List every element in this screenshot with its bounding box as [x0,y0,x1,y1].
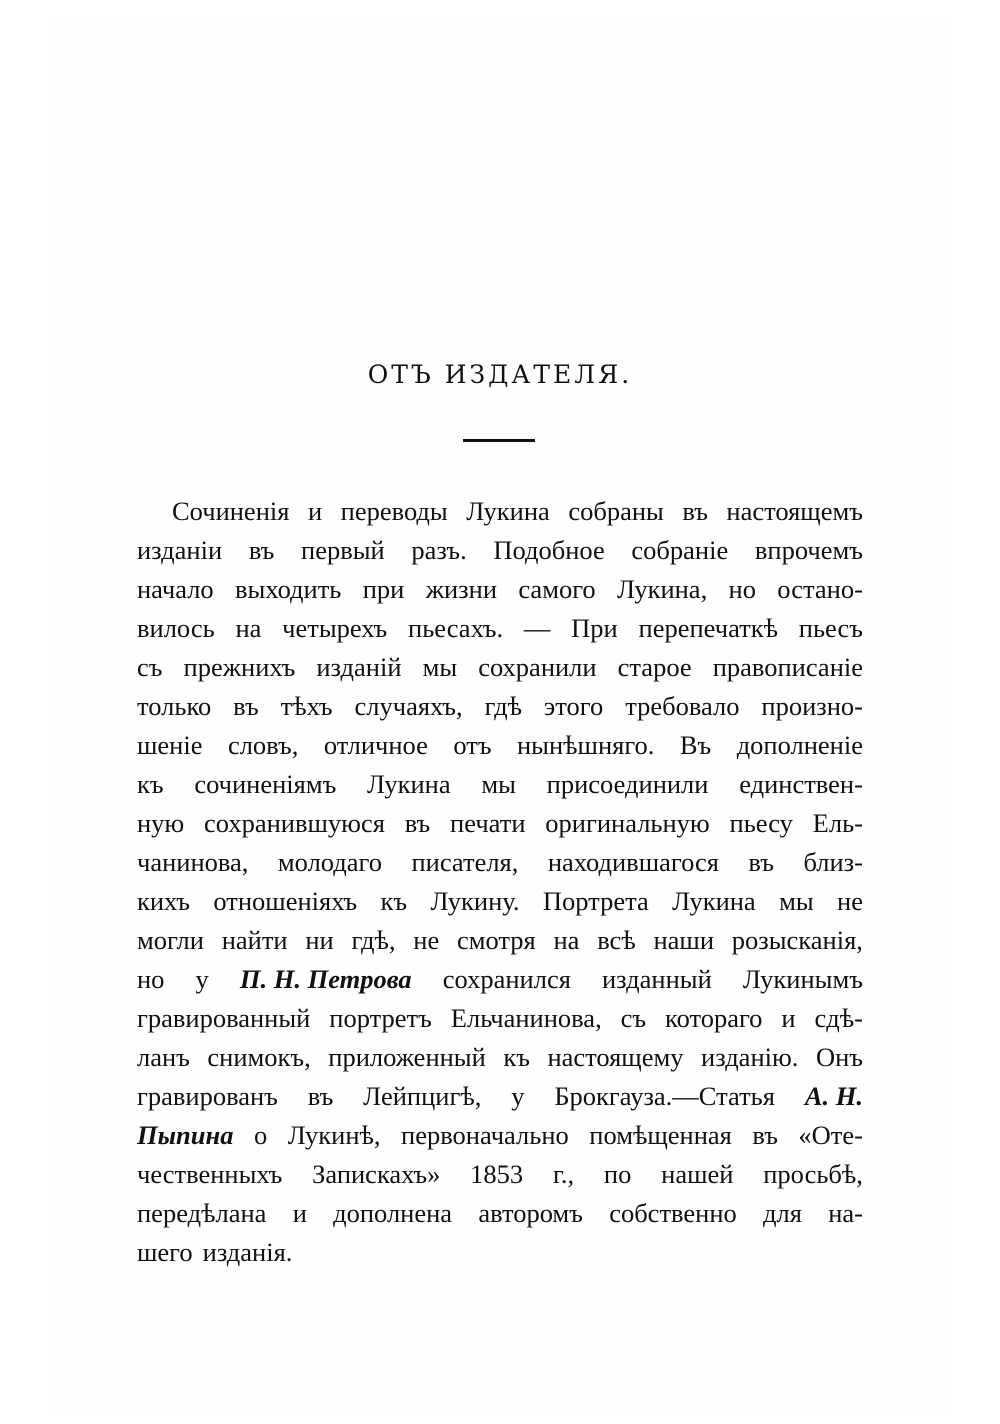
word: на [553,925,580,955]
text-line [137,765,863,804]
word: Лукина, [617,574,708,604]
word: переводы [340,496,448,526]
word: Запискахъ» [312,1159,441,1189]
text-line [137,960,863,999]
word: и [292,1198,307,1228]
word: требовало [625,691,740,721]
word: Лукинѣ, [287,1120,381,1150]
word: не [413,925,440,955]
word: При [571,613,618,643]
word: въ [682,496,708,526]
word: жизни [425,574,498,604]
word: розысканія, [731,925,863,955]
word: находившагося [547,847,719,877]
word: отличное [323,730,428,760]
word: только [137,691,212,721]
word: близ- [803,847,863,877]
word: дополнена [333,1198,453,1228]
word: гравированный [137,1003,311,1033]
word: Брокгауза.—Статья [554,1081,775,1111]
word: наши [653,925,714,955]
word: мы [779,886,814,916]
title-divider [463,439,535,442]
word: Портрета [542,886,649,916]
word: Лейпцигѣ, [363,1081,482,1111]
word: впрочемъ [754,535,863,565]
word: выходить [235,574,342,604]
page-title: ОТЪ ИЗДАТЕЛЯ. [367,360,633,389]
text-line [137,999,863,1038]
word: гравированъ [137,1081,278,1111]
word: отношеніяхъ [213,886,358,916]
word: Онъ [815,1042,863,1072]
word: авторомъ [478,1198,583,1228]
text-line [137,687,863,726]
word: въ [748,847,774,877]
word: по [603,1159,632,1189]
word: прежнихъ [183,652,296,682]
word: не [837,886,863,916]
word: котораго [665,1003,763,1033]
text-line [137,1077,863,1116]
text-line [137,882,863,921]
text-line [137,570,863,609]
word: самого [518,574,596,604]
word: въ [404,808,431,838]
word: произно- [761,691,863,721]
word: Ель- [812,808,863,838]
word: ни [305,925,334,955]
text-line [137,1233,863,1272]
word: тѣхъ [280,691,333,721]
word: Лукина [367,769,451,799]
word: первый [301,535,385,565]
text-line [137,843,863,882]
word: сочиненіямъ [194,769,337,799]
word: ланъ [137,1042,190,1072]
word: при [362,574,405,604]
word: случаяхъ, [354,691,463,721]
word: нынѣшняго. [516,730,655,760]
word: и [307,496,323,526]
word: «Оте- [798,1120,863,1150]
text-line [137,1038,863,1077]
word: разъ. [411,535,467,565]
word: мы [422,652,458,682]
text-line [137,1155,863,1194]
word: ную [137,808,185,838]
word: Лукинымъ [742,964,863,994]
word: на [235,613,262,643]
word: приложенный [328,1042,486,1072]
word: у [511,1081,525,1111]
word: и [781,1003,796,1033]
word: въ [752,1120,778,1150]
word: чественныхъ [137,1159,283,1189]
word: г., [552,1159,575,1189]
word: Подобное [493,535,605,565]
word: — [523,613,551,643]
word: собраны [568,496,664,526]
text-line [137,609,863,648]
word: снимокъ, [207,1042,311,1072]
word: первоначально [401,1120,569,1150]
word: шеніе [137,730,203,760]
word: отъ [453,730,492,760]
word: всѣ [597,925,636,955]
word: изданій [316,652,402,682]
word: изданіи [137,535,223,565]
word: на- [828,1198,863,1228]
word: Сочиненія [172,496,290,526]
word: писателя, [411,847,519,877]
word: перепечаткѣ [638,613,779,643]
word: портретъ [329,1003,432,1033]
word: могли [137,925,204,955]
text-line [137,492,863,531]
text-line [137,1194,863,1233]
word: къ [137,769,164,799]
text-line [137,1116,863,1155]
word: собраніе [631,535,729,565]
word: о [253,1120,268,1150]
word: присоединили [546,769,709,799]
word: Въ [679,730,712,760]
word: но [137,964,165,994]
word: молодаго [277,847,382,877]
text-line [137,726,863,765]
word: пьесахъ. [408,613,504,643]
word: Ельчанинова, [450,1003,602,1033]
word: чанинова, [137,847,249,877]
word: пьесъ [798,613,863,643]
word: дополненіе [736,730,863,760]
word: въ [248,535,275,565]
word: помѣщенная [589,1120,732,1150]
word: нашей [661,1159,734,1189]
word: шего [137,1237,193,1267]
italic-name: А. Н. [804,1081,863,1111]
word: гдѣ, [351,925,396,955]
word: 1853 [470,1159,524,1189]
word: четырехъ [282,613,388,643]
word: найти [221,925,288,955]
word: настоящему [547,1042,684,1072]
word: для [763,1198,802,1228]
word: начало [137,574,214,604]
italic-name: П. Н. Петрова [239,964,412,994]
text-line [137,921,863,960]
word: передѣлана [137,1198,267,1228]
word: сохранили [478,652,597,682]
word: Лукину. [430,886,520,916]
word: изданію. [701,1042,799,1072]
word: къ [503,1042,530,1072]
word: остано- [777,574,863,604]
word: старое [617,652,692,682]
word: смотря [456,925,536,955]
word: словъ, [227,730,299,760]
word: съ [620,1003,647,1033]
text-line [137,804,863,843]
word: Лукина [466,496,550,526]
word: просьбѣ, [763,1159,863,1189]
word: сохранившуюся [204,808,385,838]
word: въ [233,691,259,721]
word: изданный [602,964,712,994]
text-line [137,531,863,570]
word: въ [307,1081,334,1111]
word: гдѣ [484,691,522,721]
word: вилось [137,613,215,643]
word: сдѣ- [814,1003,863,1033]
word: Лукина [672,886,756,916]
word: оригинальную [545,808,710,838]
word: печати [450,808,526,838]
word: единствен- [739,769,863,799]
word: мы [481,769,516,799]
italic-name: Пыпина [137,1120,234,1150]
word: у [195,964,209,994]
text-line [137,648,863,687]
body-paragraph [137,492,863,1272]
word: сохранился [442,964,571,994]
word: кихъ [137,886,190,916]
word: правописаніе [712,652,863,682]
word: изданія. [202,1237,293,1267]
word: этого [543,691,604,721]
word: пьесу [729,808,793,838]
word: настоящемъ [726,496,863,526]
word: съ [137,652,163,682]
word: собственно [609,1198,737,1228]
word: къ [380,886,408,916]
word: но [728,574,756,604]
